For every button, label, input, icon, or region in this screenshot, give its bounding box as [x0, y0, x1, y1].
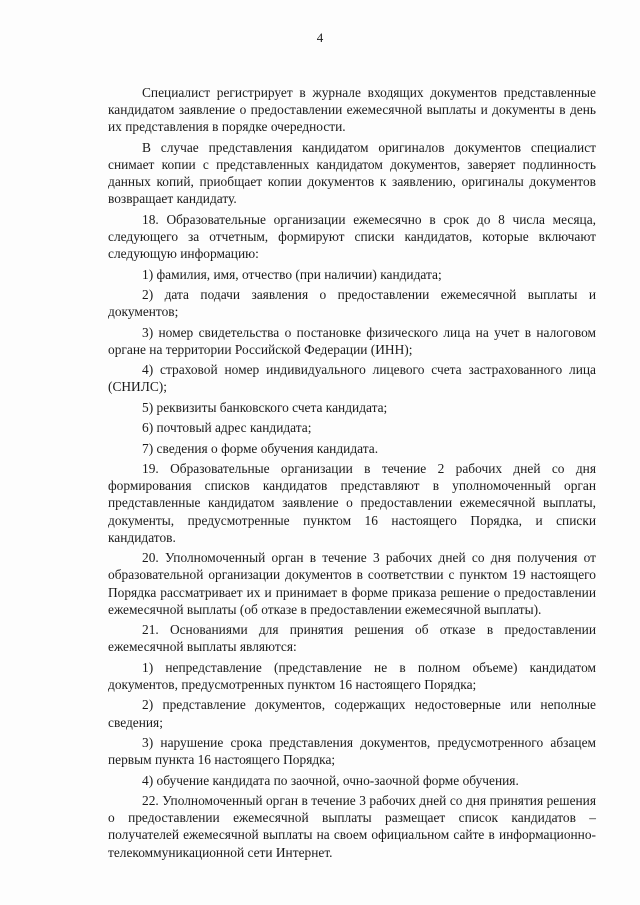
document-body	[108, 84, 596, 864]
list-item-18-4: 4) страховой номер индивидуального лицевого счета застрахованного лица (СНИЛС);	[108, 362, 596, 395]
list-item-18-6: 6) почтовый адрес кандидата;	[142, 420, 312, 436]
list-item-21-4: 4) обучение кандидата по заочной, очно-заочной форме обучения.	[142, 772, 519, 788]
list-item-18-2: 2) дата подачи заявления о предоставлении ежемесячной выплаты и документов;	[108, 286, 596, 320]
paragraph-item-18: 18. Образовательные организации ежемесячно в срок до 8 числа месяца, следующего за отчетным, формируют списки кандидатов, которые включают следующую информацию:	[108, 211, 596, 262]
paragraph-item-21: 21. Основаниями для принятия решения об отказе в предоставлении ежемесячной выплаты являются:	[108, 622, 596, 655]
list-item-18-3: 3) номер свидетельства о постановке физического лица на учет в налоговом органе на территории Российской Федерации (ИНН);	[108, 324, 596, 357]
list-item-21-1: 1) непредставление (представление не в полном объеме) кандидатом документов, предусмотренных пунктом 16 настоящего Порядка;	[108, 659, 596, 692]
list-item-21-3: 3) нарушение срока представления документов, предусмотренного абзацем первым пункта 16 настоящего Порядка;	[108, 734, 596, 768]
paragraph-originals: В случае представления кандидатом оригиналов документов специалист снимает копии с представленных кандидатом документов, заверяет подлинность данных копий, приобщает копии документов к заявлению, оригиналы документов возвращает кандидату.	[108, 139, 596, 207]
paragraph-item-20: 20. Уполномоченный орган в течение 3 рабочих дней со дня получения от образовательной организации документов в соответствии с пунктом 19 настоящего Порядка рассматривает их и принимает в форме приказа решение о предоставлении ежемесячной выплаты (об отказе в предоставлении ежемесячной выплаты).	[108, 550, 596, 617]
list-item-18-7: 7) сведения о форме обучения кандидата.	[142, 440, 379, 456]
paragraph-item-19: 19. Образовательные организации в течение 2 рабочих дней со дня формирования списков кандидатов представляют в уполномоченный орган представленные кандидатом заявление о предоставлении ежемесячной выплаты, документы, предусмотренные пунктом 16 настоящего Порядка, и списки кандидатов.	[108, 460, 596, 545]
list-item-21-2: 2) представление документов, содержащих недостоверные или неполные сведения;	[108, 697, 596, 730]
paragraph-registration: Специалист регистрирует в журнале входящих документов представленные кандидатом заявление о предоставлении ежемесячной выплаты и документы в день их представления в порядке очередности.	[108, 85, 596, 135]
list-item-18-5: 5) реквизиты банковского счета кандидата;	[142, 399, 388, 415]
list-item-18-1: 1) фамилия, имя, отчество (при наличии) кандидата;	[142, 266, 442, 282]
paragraph-item-22: 22. Уполномоченный орган в течение 3 рабочих дней со дня принятия решения о предоставлении ежемесячной выплаты размещает список кандидатов – получателей ежемесячной выплаты на своем официальном сайте в информационно-телекоммуникационной сети Интернет.	[108, 792, 596, 860]
page-number: 4	[316, 30, 324, 45]
